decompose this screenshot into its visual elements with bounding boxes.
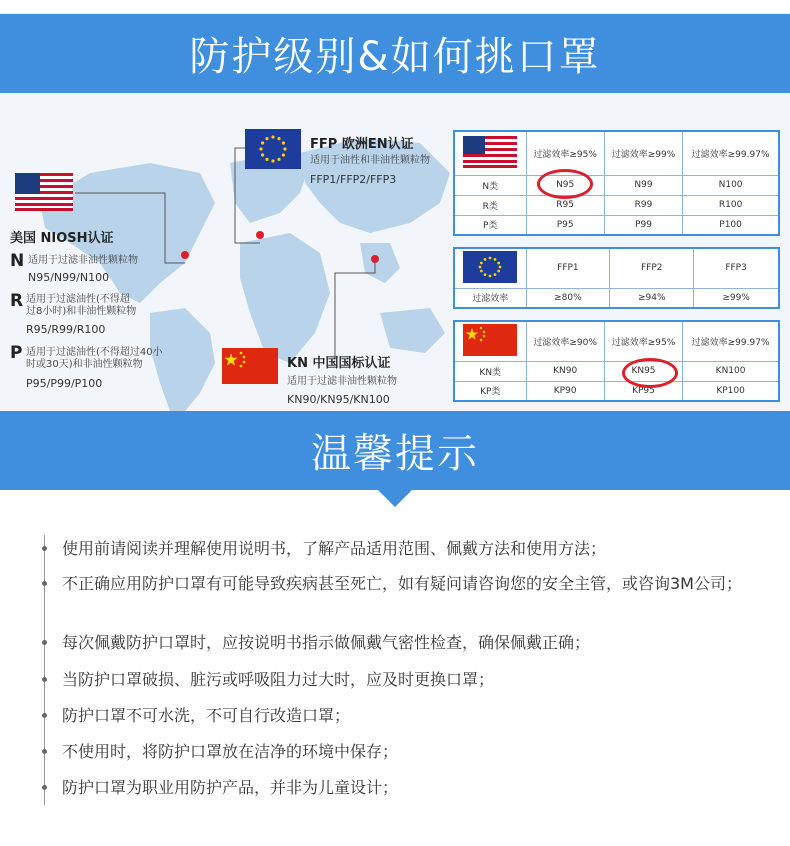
tip-item: 防护口罩为职业用防护产品，并非为儿童设计； xyxy=(42,777,398,798)
eu-flag-small-icon xyxy=(463,251,517,283)
usa-n-codes: N95/N99/N100 xyxy=(28,271,110,284)
world-map-panel xyxy=(0,93,790,411)
section-banner-tips xyxy=(0,411,790,490)
usa-n-letter: N xyxy=(10,251,25,271)
cn-header-90: 过滤效率≥90% xyxy=(526,321,604,361)
tip-item: 防护口罩不可水洗，不可自行改造口罩； xyxy=(42,705,350,726)
usa-cell-r100: R100 xyxy=(683,195,779,215)
section-title: 温馨提示 xyxy=(311,431,479,477)
usa-r-codes: R95/R99/R100 xyxy=(26,323,106,336)
usa-row-r-label: R类 xyxy=(454,195,526,215)
china-flag xyxy=(222,348,278,384)
section-banner-protection xyxy=(0,14,790,93)
eu-header-ffp1: FFP1 xyxy=(526,248,610,288)
china-flag-small-icon xyxy=(463,324,517,356)
cn-title: KN 中国国标认证 xyxy=(287,356,391,371)
cn-cell-kp100: KP100 xyxy=(683,381,779,401)
kn95-highlight-circle xyxy=(622,358,678,388)
usa-r-letter: R xyxy=(10,291,24,311)
cn-cell-kp95: KP95 xyxy=(604,381,682,401)
tip-item: 当防护口罩破损、脏污或呼吸阻力过大时，应及时更换口罩； xyxy=(42,669,494,690)
cn-header-9997: 过滤效率≥99.97% xyxy=(683,321,779,361)
cn-table-flag-cell xyxy=(454,321,526,361)
usa-p-codes: P95/P99/P100 xyxy=(26,377,103,390)
eu-title: FFP 欧洲EN认证 xyxy=(310,137,414,152)
cn-row-kn-label: KN类 xyxy=(454,361,526,381)
n95-highlight-circle xyxy=(537,169,593,199)
usa-flag-small-icon xyxy=(463,136,517,168)
usa-title: 美国 NIOSH认证 xyxy=(10,231,114,246)
bullet-icon xyxy=(42,749,47,754)
usa-cell-r95: R95 xyxy=(526,195,604,215)
usa-table-flag-cell xyxy=(454,131,526,175)
usa-p-desc2: 时或30天)和非油性颗粒物 xyxy=(26,359,143,370)
bullet-icon xyxy=(42,640,47,645)
usa-cell-r99: R99 xyxy=(604,195,682,215)
usa-n-desc: 适用于过滤非油性颗粒物 xyxy=(28,255,138,266)
usa-spec-table xyxy=(453,130,780,236)
cn-header-95: 过滤效率≥95% xyxy=(604,321,682,361)
eu-header-ffp2: FFP2 xyxy=(610,248,694,288)
cn-desc: 适用于过滤非油性颗粒物 xyxy=(287,376,397,387)
cn-spec-table xyxy=(453,320,780,402)
eu-spec-table xyxy=(453,247,780,309)
usa-header-95: 过滤效率≥95% xyxy=(526,131,604,175)
usa-r-desc2: 过8小时)和非油性颗粒物 xyxy=(26,306,137,317)
cn-cell-kn100: KN100 xyxy=(683,361,779,381)
eu-table-flag-cell xyxy=(454,248,526,288)
tip-item: 每次佩戴防护口罩时，应按说明书指示做佩戴气密性检查，确保佩戴正确； xyxy=(42,632,590,653)
usa-flag xyxy=(15,173,73,211)
bullet-icon xyxy=(42,581,47,586)
usa-p-letter: P xyxy=(10,343,23,363)
eu-header-ffp3: FFP3 xyxy=(694,248,779,288)
eu-cell-ffp2: ≥94% xyxy=(610,288,694,308)
eu-row-label: 过滤效率 xyxy=(454,288,526,308)
cn-cell-kp90: KP90 xyxy=(526,381,604,401)
cn-row-kp-label: KP类 xyxy=(454,381,526,401)
bullet-icon xyxy=(42,785,47,790)
usa-r-desc1: 适用于过滤油性(不得超 xyxy=(26,294,130,305)
usa-header-9997: 过滤效率≥99.97% xyxy=(683,131,779,175)
usa-cell-n100: N100 xyxy=(683,175,779,195)
eu-cell-ffp1: ≥80% xyxy=(526,288,610,308)
top-strip xyxy=(0,0,790,14)
usa-cell-p95: P95 xyxy=(526,215,604,235)
tip-item: 不正确应用防护口罩有可能导致疾病甚至死亡，如有疑问请咨询您的安全主管，或咨询3M公司； xyxy=(42,573,762,594)
eu-desc: 适用于油性和非油性颗粒物 xyxy=(310,155,430,166)
eu-codes: FFP1/FFP2/FFP3 xyxy=(310,173,397,186)
tip-item: 使用前请阅读并理解使用说明书，了解产品适用范围、佩戴方法和使用方法； xyxy=(42,538,606,559)
eu-flag xyxy=(245,129,301,169)
section-title: 防护级别&如何挑口罩 xyxy=(189,34,601,80)
tip-item: 不使用时，将防护口罩放在洁净的环境中保存； xyxy=(42,741,398,762)
cn-codes: KN90/KN95/KN100 xyxy=(287,393,390,406)
usa-cell-p99: P99 xyxy=(604,215,682,235)
bullet-icon xyxy=(42,546,47,551)
bullet-icon xyxy=(42,677,47,682)
cn-cell-kn95: KN95 xyxy=(604,361,682,381)
eu-cell-ffp3: ≥99% xyxy=(694,288,779,308)
usa-header-99: 过滤效率≥99% xyxy=(604,131,682,175)
cn-cell-kn90: KN90 xyxy=(526,361,604,381)
usa-cell-n99: N99 xyxy=(604,175,682,195)
usa-p-desc1: 适用于过滤油性(不得超过40小 xyxy=(26,347,163,358)
banner-notch xyxy=(378,490,412,507)
usa-cell-n95: N95 xyxy=(526,175,604,195)
usa-cell-p100: P100 xyxy=(683,215,779,235)
usa-row-n-label: N类 xyxy=(454,175,526,195)
bullet-icon xyxy=(42,713,47,718)
usa-row-p-label: P类 xyxy=(454,215,526,235)
